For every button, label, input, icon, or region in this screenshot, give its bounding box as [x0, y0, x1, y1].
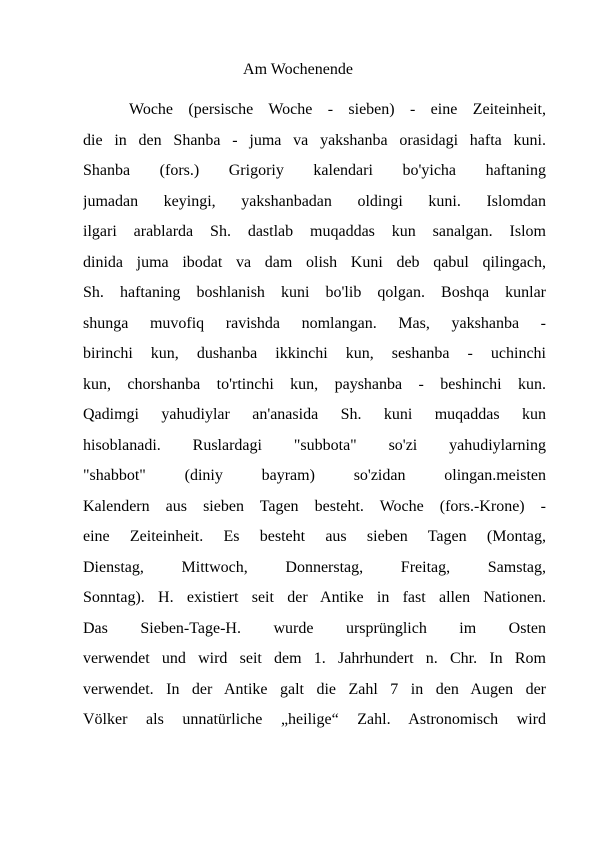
text-line: verwendet. In der Antike galt die Zahl 7 in den Augen der [83, 680, 546, 698]
text-line: Sonntag). H. existiert seit der Antike in fast allen Nationen. [83, 589, 546, 606]
text-line: "shabbot" (diniy bayram) so'zidan olingan.meisten [83, 467, 546, 484]
text-line: Völker als unnatürliche „heilige“ Zahl. Astronomisch wird [83, 711, 546, 728]
text-line: ilgari arablarda Sh. dastlab muqaddas kun sanalgan. Islom [83, 223, 546, 240]
text-line: Qadimgi yahudiylar an'anasida Sh. kuni muqaddas kun [83, 406, 546, 423]
text-line: Das Sieben-Tage-H. wurde ursprünglich im Osten [83, 619, 546, 637]
text-line: hisoblanadi. Ruslardagi "subbota" so'zi yahudiylarning [83, 436, 546, 454]
text-line: eine Zeiteinheit. Es besteht aus sieben Tagen (Montag, [83, 528, 546, 545]
text-line: Shanba (fors.) Grigoriy kalendari bo'yicha haftaning [83, 162, 546, 179]
text-line: kun, chorshanba to'rtinchi kun, payshanba - beshinchi kun. [83, 375, 546, 393]
text-line: Sh. haftaning boshlanish kuni bo'lib qolgan. Boshqa kunlar [83, 284, 546, 301]
page-title: Am Wochenende [243, 61, 353, 78]
body-paragraph [83, 95, 546, 736]
text-line: shunga muvofiq ravishda nomlangan. Mas, yakshanba - [83, 314, 546, 332]
text-line: Kalendern aus sieben Tagen besteht. Woche (fors.-Krone) - [83, 497, 546, 515]
text-line: Dienstag, Mittwoch, Donnerstag, Freitag, Samstag, [83, 558, 546, 576]
text-line: die in den Shanba - juma va yakshanba orasidagi hafta kuni. [83, 131, 546, 149]
text-line: verwendet und wird seit dem 1. Jahrhundert n. Chr. In Rom [83, 650, 546, 667]
text-line: jumadan keyingi, yakshanbadan oldingi kuni. Islomdan [83, 192, 546, 210]
text-line: Woche (persische Woche - sieben) - eine Zeiteinheit, [129, 101, 546, 118]
text-line: dinida juma ibodat va dam olish Kuni deb qabul qilingach, [83, 253, 546, 271]
text-line: birinchi kun, dushanba ikkinchi kun, seshanba - uchinchi [83, 345, 546, 362]
